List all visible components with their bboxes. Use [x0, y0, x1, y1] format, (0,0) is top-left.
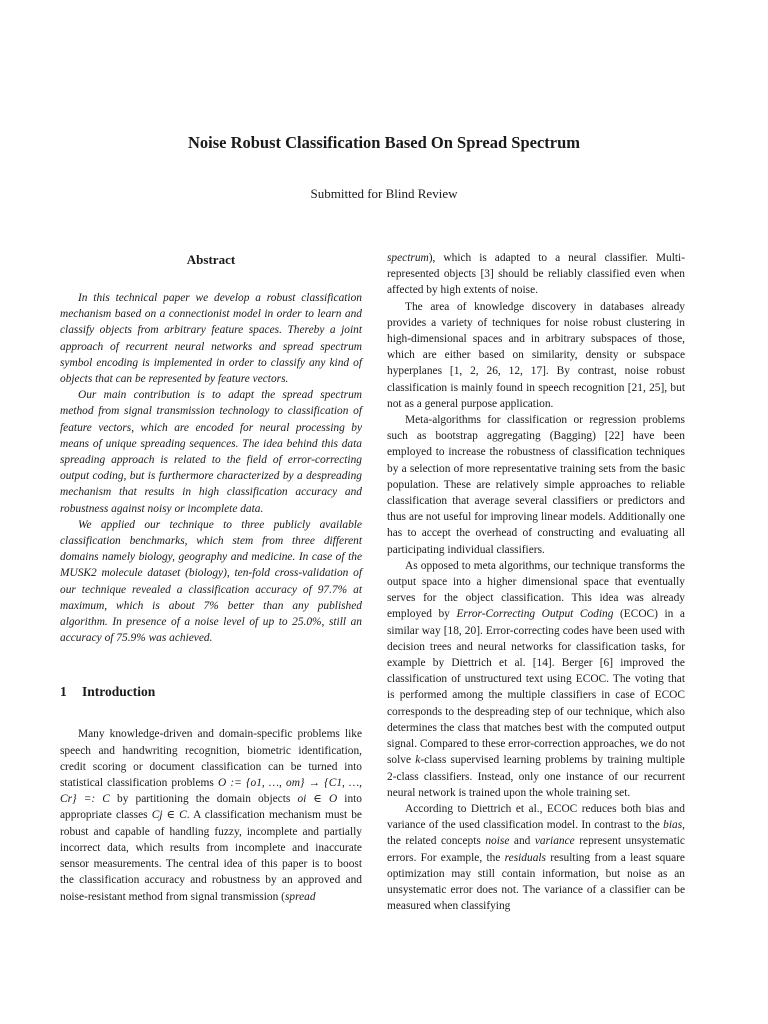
- italic-term: variance: [534, 835, 575, 848]
- left-column: [60, 250, 362, 905]
- math-expression: Cj ∈ C: [151, 809, 187, 822]
- italic-term: bias: [663, 819, 683, 832]
- body-paragraph: Meta-algorithms for classification or regression problems such as bootstrap aggregating (Bagging) [22] have been employed to increase the robustness of classification techniques by a selection of more representative training sets from the basic population. These are relatively simple approaches to reliable classification that average several classifiers or predictors and thus are not useful for improving linear models. Additionally one has to accept the overhead of constructing and evaluating all participating individual classifiers.: [387, 414, 685, 556]
- text-run: by partitioning the domain objects: [109, 793, 298, 806]
- text-run: According to Diettrich et al., ECOC reduces both bias and variance of the used classification model. In contrast to the: [387, 802, 685, 832]
- section-number: 1: [60, 684, 67, 700]
- body-paragraph: [60, 726, 362, 904]
- math-expression: k: [415, 754, 421, 767]
- abstract-paragraph: In this technical paper we develop a robust classification mechanism based on a connectionist model in order to learn and classify objects from arbitrary feature spaces. Thereby a joint approach of recurrent neural networks and spread spectrum symbol encoding is implemented in order to classify any kind of objects that can be represented by feature vectors.: [60, 292, 362, 386]
- paper-title: Noise Robust Classification Based On Spread Spectrum: [187, 133, 581, 152]
- text-run: . A classification mechanism must be robust and capable of handling fuzzy, incomplete and partially incorrect data, which results from incomplete and inaccurate sensor measurements. The central idea of this paper is to boost the classification accuracy and robustness by an approved and noise-resistant method from signal transmission (: [60, 809, 362, 903]
- body-paragraph: [387, 558, 685, 801]
- introduction-body: [60, 726, 362, 904]
- text-run: represent unsystematic errors. For example, the: [387, 835, 685, 864]
- text-run: (ECOC) in a similar way [18, 20]. Error-correcting codes have been used with decision trees and neural networks for classification tasks, for example by Diettrich et al. [14]. Berger [6] improved the classification of unstructured text using ECOC. The voting that is performed among the multiple classifiers in case of ECOC corresponds to the despreading step of our technique, which also determines the class that matches best with the computed output signal. Compared to these error-correction approaches, we do not solve: [387, 608, 685, 767]
- section-title: Introduction: [82, 684, 156, 700]
- italic-term: noise: [485, 835, 510, 848]
- abstract-heading: Abstract: [186, 252, 236, 267]
- text-run: resulting from a least square optimization may still contain information, but noise as an unsystematic error does not. The variance of a classifier can be measured when classifying: [387, 851, 685, 913]
- body-paragraph: The area of knowledge discovery in databases already provides a variety of techniques for noise robust clustering in high-dimensional spaces and in arbitrary subspaces of those, which are either based on similarity, density or subspace hyperplanes [1, 2, 26, 12, 17]. By contrast, noise robust classification is mainly found in speech recognition [21, 25], but not as a general purpose application.: [387, 300, 685, 410]
- math-expression: O := {o1, …, om} → {C1, …, Cr} =: C: [60, 777, 362, 806]
- abstract-paragraph: We applied our technique to three publicly available classification benchmarks, which stem from three different domains namely biology, geography and medicine. In case of the MUSK2 molecule dataset (biology), ten-fold cross-validation of our technique revealed a classification accuracy of 97.7% at maximum, which is about 7% better than any published algorithm. In presence of a noise level of up to 25.0%, still an accuracy of 75.9% was achieved.: [60, 518, 362, 645]
- text-run: -class supervised learning problems by training multiple 2-class classifiers. Instead, only one instance of our recurrent neural network is trained upon the whole training set.: [387, 754, 685, 799]
- italic-term: Error-Correcting Output Coding: [456, 608, 614, 621]
- abstract-paragraph: Our main contribution is to adapt the spread spectrum method from signal transmission technology to classification of feature vectors, which are encoded for neural processing by means of unique spreading sequences. The idea behind this data spreading approach is related to the field of error-correcting output coding, but is furthermore characterized by a despreading mechanism that results in high classification accuracy and robustness against noisy or incomplete data.: [60, 389, 362, 515]
- italic-term: spread: [284, 890, 316, 903]
- italic-term: residuals: [504, 851, 546, 864]
- text-run: into appropriate classes: [60, 793, 362, 822]
- text-run: , the related concepts: [387, 819, 685, 848]
- right-column: [387, 250, 685, 914]
- math-expression: oi ∈ O: [297, 793, 338, 806]
- body-paragraph: [387, 250, 685, 299]
- abstract-section: [60, 250, 362, 646]
- text-run: Many knowledge-driven and domain-specific problems like speech and handwriting recognition, biometric identification, credit scoring or document classification can be turned into statistical classification problems: [60, 728, 362, 790]
- section-heading-introduction: [60, 682, 362, 702]
- text-run: As opposed to meta algorithms, our technique transforms the output space into a higher dimensional space that eventually serves for the object classification. This idea was already employed by: [387, 559, 685, 621]
- body-paragraph: [387, 801, 685, 914]
- italic-term: spectrum: [387, 252, 429, 264]
- paper-subtitle: Submitted for Blind Review: [310, 186, 458, 201]
- text-run: ), which is adapted to a neural classifier. Multi-represented objects [3] should be reliably classified even when affected by high extents of noise.: [387, 252, 685, 297]
- text-run: and: [509, 835, 535, 848]
